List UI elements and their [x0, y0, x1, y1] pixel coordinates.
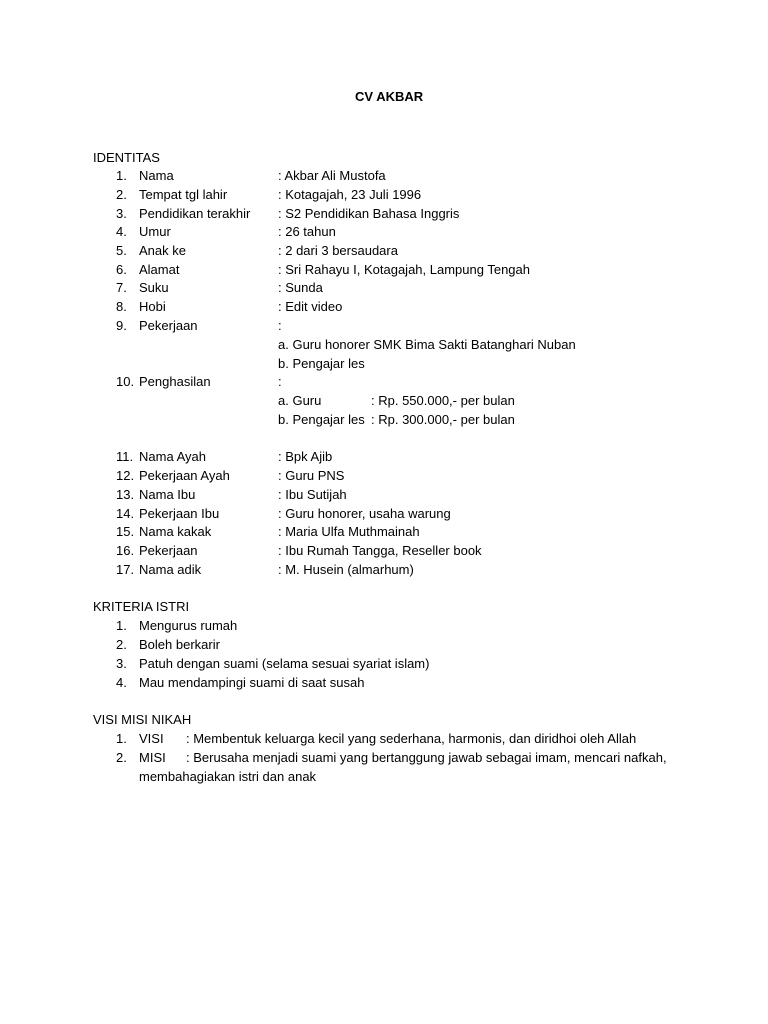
- list-item: Mengurus rumah: [139, 618, 238, 633]
- list-number: 1.: [116, 618, 127, 633]
- list-number: 3.: [116, 656, 127, 671]
- list-number: 1.: [116, 731, 127, 746]
- field-value: : 26 tahun: [278, 224, 336, 239]
- list-number: 4.: [116, 224, 127, 239]
- field-label: Tempat tgl lahir: [139, 187, 228, 202]
- field-value: : Bpk Ajib: [278, 449, 333, 464]
- document-title: CV AKBAR: [355, 89, 424, 104]
- field-value: : Akbar Ali Mustofa: [278, 168, 386, 183]
- list-number: 14.: [116, 506, 135, 521]
- field-value: : Ibu Rumah Tangga, Reseller book: [278, 543, 482, 558]
- field-value: : S2 Pendidikan Bahasa Inggris: [278, 206, 460, 221]
- list-number: 6.: [116, 262, 127, 277]
- list-number: 16.: [116, 543, 135, 558]
- field-label: Nama adik: [139, 562, 202, 577]
- field-label: Anak ke: [139, 243, 186, 258]
- list-number: 1.: [116, 168, 127, 183]
- field-label: Pekerjaan: [139, 318, 198, 333]
- field-value: : Sunda: [278, 280, 323, 295]
- section-heading-visi-misi: VISI MISI NIKAH: [93, 712, 192, 727]
- field-value: : 2 dari 3 bersaudara: [278, 243, 398, 258]
- list-number: 2.: [116, 187, 127, 202]
- list-number: 9.: [116, 318, 127, 333]
- field-value: : Guru honorer, usaha warung: [278, 506, 451, 521]
- penghasilan-sub-value: : Rp. 550.000,- per bulan: [371, 393, 515, 408]
- list-number: 8.: [116, 299, 127, 314]
- list-number: 13.: [116, 487, 135, 502]
- field-label: Pekerjaan Ibu: [139, 506, 220, 521]
- misi-label: MISI: [139, 750, 166, 765]
- field-value: :: [278, 318, 282, 333]
- field-label: Alamat: [139, 262, 180, 277]
- pekerjaan-sub-item: a. Guru honorer SMK Bima Sakti Batanghari Nuban: [278, 337, 576, 352]
- list-number: 17.: [116, 562, 135, 577]
- field-label: Nama: [139, 168, 174, 183]
- field-value: : Edit video: [278, 299, 343, 314]
- list-number: 15.: [116, 524, 135, 539]
- field-label: Nama Ibu: [139, 487, 196, 502]
- list-number: 2.: [116, 750, 127, 765]
- field-label: Penghasilan: [139, 374, 211, 389]
- field-label: Pekerjaan: [139, 543, 198, 558]
- misi-text-continuation: membahagiakan istri dan anak: [139, 769, 317, 784]
- list-item: Mau mendampingi suami di saat susah: [139, 675, 365, 690]
- list-number: 2.: [116, 637, 127, 652]
- field-value: : Ibu Sutijah: [278, 487, 347, 502]
- list-number: 12.: [116, 468, 135, 483]
- misi-text: : Berusaha menjadi suami yang bertanggung jawab sebagai imam, mencari nafkah,: [186, 750, 667, 765]
- list-number: 5.: [116, 243, 127, 258]
- visi-label: VISI: [139, 731, 164, 746]
- penghasilan-sub-value: : Rp. 300.000,- per bulan: [371, 412, 515, 427]
- field-label: Nama kakak: [139, 524, 212, 539]
- list-number: 10.: [116, 374, 135, 389]
- list-number: 3.: [116, 206, 127, 221]
- penghasilan-sub-label: a. Guru: [278, 393, 322, 408]
- field-label: Nama Ayah: [139, 449, 206, 464]
- field-label: Suku: [139, 280, 169, 295]
- field-label: Pendidikan terakhir: [139, 206, 251, 221]
- penghasilan-sub-label: b. Pengajar les: [278, 412, 365, 427]
- visi-text: : Membentuk keluarga kecil yang sederhana, harmonis, dan diridhoi oleh Allah: [186, 731, 637, 746]
- field-label: Pekerjaan Ayah: [139, 468, 230, 483]
- list-number: 4.: [116, 675, 127, 690]
- section-heading-kriteria: KRITERIA ISTRI: [93, 599, 190, 614]
- field-value: :: [278, 374, 282, 389]
- field-value: : M. Husein (almarhum): [278, 562, 414, 577]
- section-heading-identitas: IDENTITAS: [93, 150, 160, 165]
- field-value: : Guru PNS: [278, 468, 345, 483]
- list-item: Boleh berkarir: [139, 637, 220, 652]
- field-value: : Kotagajah, 23 Juli 1996: [278, 187, 422, 202]
- pekerjaan-sub-item: b. Pengajar les: [278, 356, 365, 371]
- field-value: : Maria Ulfa Muthmainah: [278, 524, 420, 539]
- field-value: : Sri Rahayu I, Kotagajah, Lampung Tengah: [278, 262, 530, 277]
- list-item: Patuh dengan suami (selama sesuai syariat islam): [139, 656, 430, 671]
- list-number: 7.: [116, 280, 127, 295]
- list-number: 11.: [116, 449, 134, 464]
- field-label: Umur: [139, 224, 171, 239]
- field-label: Hobi: [139, 299, 166, 314]
